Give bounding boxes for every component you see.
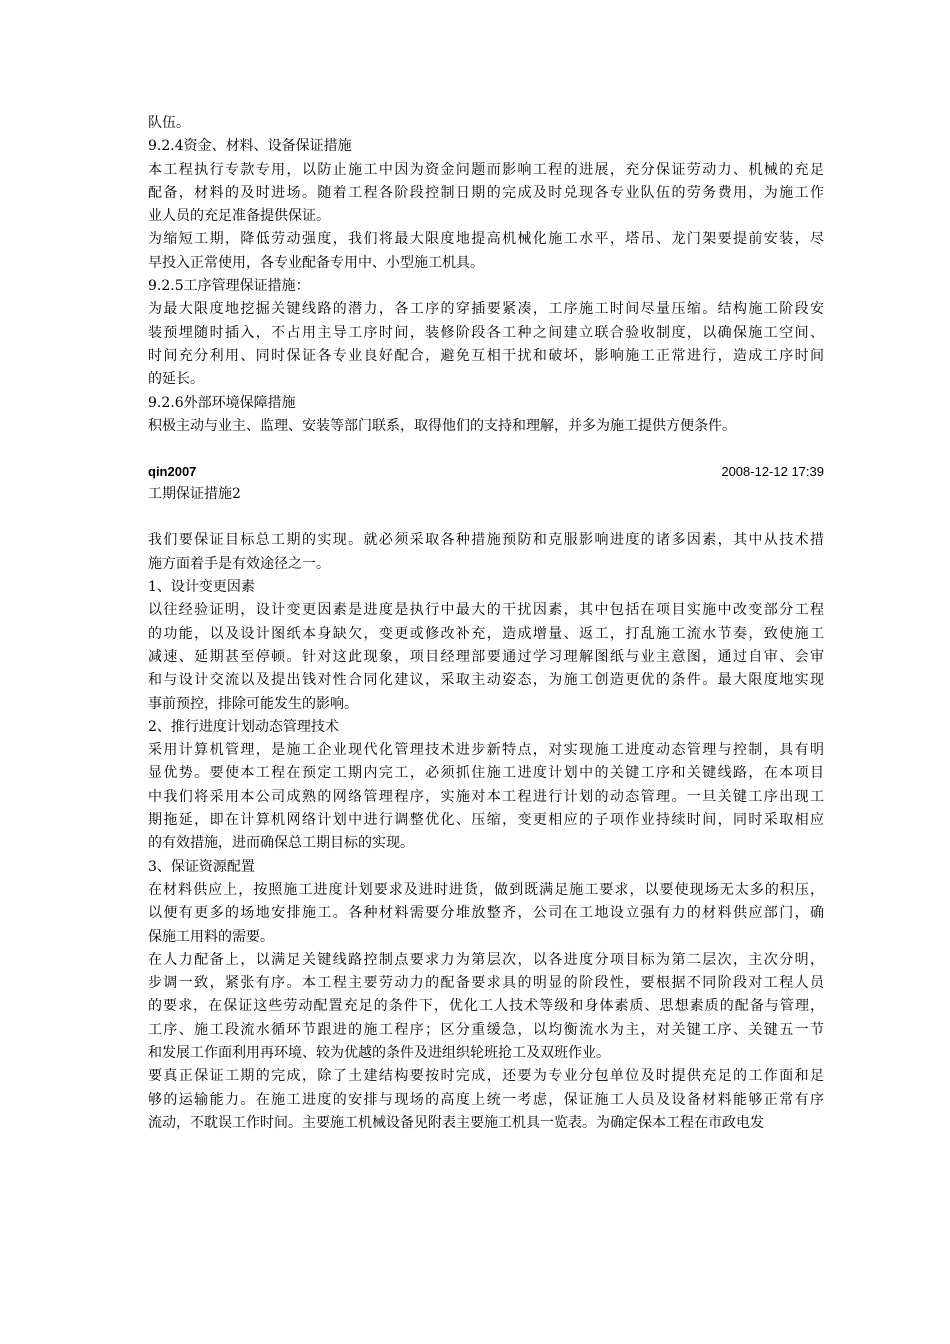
paragraph bbox=[148, 1065, 824, 1135]
paragraph-line: 流动，不耽误工作时间。主要施工机械设备见附表主要施工机具一览表。为确定保本工程在市政电发 bbox=[148, 1114, 764, 1131]
paragraph-line: 的延长。 bbox=[148, 371, 204, 388]
spacer bbox=[148, 438, 824, 461]
paragraph-line: 工序、施工段流水循环节跟进的施工程序；区分重缓急，以均衡流水为主，对关键工序、关键五一节 bbox=[148, 1021, 824, 1038]
paragraph bbox=[148, 298, 824, 391]
paragraph bbox=[148, 159, 824, 229]
post-title: 工期保证措施2 bbox=[148, 486, 241, 503]
paragraph-line: 减速、延期甚至停顿。针对这此现象，项目经理部要通过学习理解图纸与业主意图，通过自审、会审 bbox=[148, 648, 824, 665]
paragraph-line: 施方面着手是有效途径之一。 bbox=[148, 555, 330, 572]
paragraph-line: 时间充分利用、同时保证各专业良好配合，避免互相干扰和破坏，影响施工正常进行，造成工序时间 bbox=[148, 347, 824, 364]
section-heading: 9.2.5工序管理保证措施： bbox=[148, 278, 310, 295]
paragraph-line: 的功能，以及设计图纸本身缺欠，变更或修改补充，造成增量、返工，打乱施工流水节奏，致使施工 bbox=[148, 625, 824, 642]
paragraph-line: 的要求，在保证这些劳动配置充足的条件下，优化工人技术等级和身体素质、思想素质的配备与管理， bbox=[148, 998, 824, 1015]
paragraph-line: 显优势。要使本工程在预定工期内完工，必须抓住施工进度计划中的关键工序和关键线路，在本项目 bbox=[148, 765, 824, 782]
paragraph bbox=[148, 599, 824, 715]
document-body bbox=[148, 112, 824, 1135]
paragraph bbox=[148, 949, 824, 1065]
section-heading: 1、设计变更因素 bbox=[148, 579, 255, 596]
post-header bbox=[148, 461, 824, 483]
paragraph-line: 为最大限度地挖掘关键线路的潜力，各工序的穿插要紧凑，工序施工时间尽量压缩。结构施工阶段安 bbox=[148, 301, 824, 318]
paragraph-line: 积极主动与业主、监理、安装等部门联系，取得他们的支持和理解，并多为施工提供方便条件。 bbox=[148, 417, 736, 434]
spacer bbox=[148, 506, 824, 529]
section-heading: 2、推行进度计划动态管理技术 bbox=[148, 718, 339, 735]
paragraph-line: 我们要保证目标总工期的实现。就必须采取各种措施预防和克服影响进度的诸多因素，其中从技术措 bbox=[148, 532, 824, 549]
paragraph-line: 中我们将采用本公司成熟的网络管理程序，实施对本工程进行计划的动态管理。一旦关键工序出现工 bbox=[148, 788, 824, 805]
paragraph-line: 够的运输能力。在施工进度的安排与现场的高度上统一考虑，保证施工人员及设备材料能够正常有序 bbox=[148, 1091, 824, 1108]
paragraph-line: 早投入正常使用，各专业配备专用中、小型施工机具。 bbox=[148, 254, 484, 271]
paragraph-line: 装预埋随时插入，不占用主导工序时间，装修阶段各工种之间建立联合验收制度，以确保施工空间、 bbox=[148, 324, 824, 341]
paragraph-line: 以便有更多的场地安排施工。各种材料需要分堆放整齐，公司在工地设立强有力的材料供应部门，确 bbox=[148, 905, 824, 922]
paragraph-line: 要真正保证工期的完成，除了土建结构要按时完成，还要为专业分包单位及时提供充足的工作面和足 bbox=[148, 1068, 824, 1085]
paragraph-line: 事前预控，排除可能发生的影响。 bbox=[148, 695, 358, 712]
paragraph-line: 本工程执行专款专用，以防止施工中因为资金问题而影响工程的进展，充分保证劳动力、机械的充足 bbox=[148, 161, 824, 178]
paragraph-line: 保施工用料的需要。 bbox=[148, 928, 274, 945]
section-heading: 3、保证资源配置 bbox=[148, 858, 255, 875]
paragraph-line: 业人员的充足准备提供保证。 bbox=[148, 208, 330, 225]
paragraph bbox=[148, 739, 824, 855]
section-heading: 9.2.6外部环境保障措施 bbox=[148, 394, 296, 411]
paragraph-line: 在材料供应上，按照施工进度计划要求及进时进货，做到既满足施工要求，以要使现场无太多的积压， bbox=[148, 881, 824, 898]
paragraph bbox=[148, 529, 824, 576]
paragraph-line: 和与设计交流以及提出钱对性合同化建议，采取主动姿态，为施工创造更优的条件。最大限度地实现 bbox=[148, 672, 824, 689]
paragraph-line: 以往经验证明，设计变更因素是进度是执行中最大的干扰因素，其中包括在项目实施中改变部分工程 bbox=[148, 602, 824, 619]
post-datetime: 2008-12-12 17:39 bbox=[721, 464, 824, 480]
paragraph-line: 的有效措施，进而确保总工期目标的实现。 bbox=[148, 835, 414, 852]
post-author[interactable]: qin2007 bbox=[148, 464, 197, 480]
paragraph bbox=[148, 415, 824, 438]
paragraph-line: 采用计算机管理，是施工企业现代化管理技术进步新特点，对实现施工进度动态管理与控制，具有明 bbox=[148, 742, 824, 759]
paragraph-line: 为缩短工期，降低劳动强度，我们将最大限度地提高机械化施工水平，塔吊、龙门架要提前安装，尽 bbox=[148, 231, 824, 248]
paragraph-line: 步调一致，紧张有序。本工程主要劳动力的配备要求具的明显的阶段性，要根据不同阶段对工程人员 bbox=[148, 975, 824, 992]
section-heading: 9.2.4资金、材料、设备保证措施 bbox=[148, 138, 352, 155]
paragraph-line: 在人力配备上，以满足关键线路控制点要求力为第层次，以各进度分项目标为第二层次，主次分明， bbox=[148, 951, 824, 968]
paragraph-line: 配备，材料的及时进场。随着工程各阶段控制日期的完成及时兑现各专业队伍的劳务费用，为施工作 bbox=[148, 184, 824, 201]
paragraph bbox=[148, 879, 824, 949]
text-line: 队伍。 bbox=[148, 115, 190, 131]
paragraph bbox=[148, 228, 824, 275]
paragraph-line: 和发展工作面利用再环境、较为优越的条件及进组织轮班抢工及双班作业。 bbox=[148, 1044, 610, 1061]
paragraph-line: 期拖延，即在计算机网络计划中进行调整优化、压缩，变更相应的子项作业持续时间，同时采取相应 bbox=[148, 812, 824, 829]
